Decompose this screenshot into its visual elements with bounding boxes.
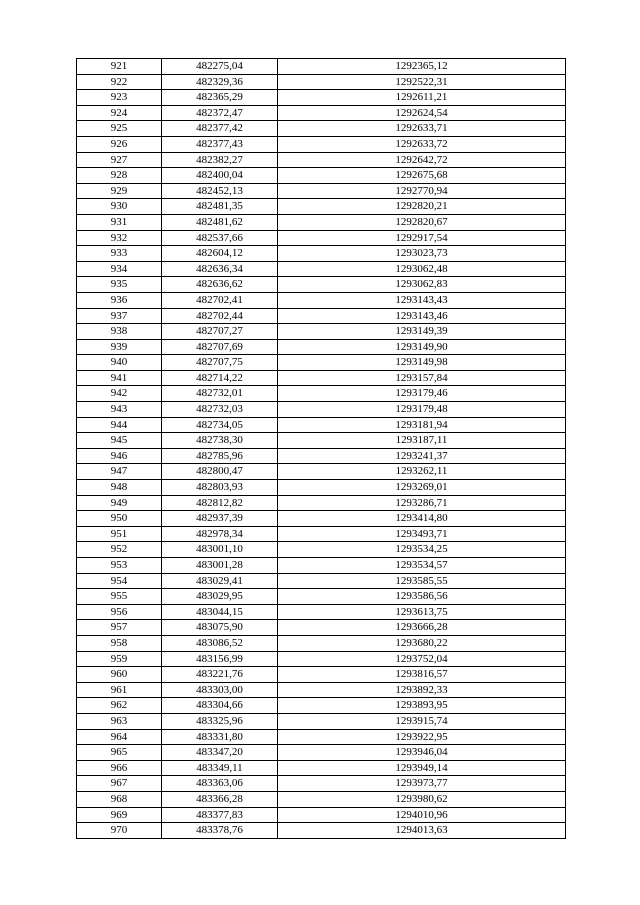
table-row bbox=[77, 635, 566, 651]
table-row bbox=[77, 136, 566, 152]
table-row bbox=[77, 526, 566, 542]
x-coordinate-cell: 482800,47 bbox=[162, 464, 278, 480]
y-coordinate-cell: 1293893,95 bbox=[278, 698, 566, 714]
table-row bbox=[77, 324, 566, 340]
coordinates-table bbox=[76, 58, 566, 839]
x-coordinate-cell: 482707,69 bbox=[162, 339, 278, 355]
table-row bbox=[77, 90, 566, 106]
x-coordinate-cell: 483347,20 bbox=[162, 745, 278, 761]
x-coordinate-cell: 482481,35 bbox=[162, 199, 278, 215]
table-row bbox=[77, 682, 566, 698]
point-number-cell: 961 bbox=[77, 682, 162, 698]
point-number-cell: 964 bbox=[77, 729, 162, 745]
y-coordinate-cell: 1293752,04 bbox=[278, 651, 566, 667]
point-number-cell: 935 bbox=[77, 277, 162, 293]
point-number-cell: 949 bbox=[77, 495, 162, 511]
x-coordinate-cell: 483086,52 bbox=[162, 635, 278, 651]
x-coordinate-cell: 482636,62 bbox=[162, 277, 278, 293]
y-coordinate-cell: 1293179,46 bbox=[278, 386, 566, 402]
point-number-cell: 953 bbox=[77, 558, 162, 574]
x-coordinate-cell: 482785,96 bbox=[162, 448, 278, 464]
y-coordinate-cell: 1293157,84 bbox=[278, 370, 566, 386]
table-row bbox=[77, 355, 566, 371]
x-coordinate-cell: 483001,10 bbox=[162, 542, 278, 558]
x-coordinate-cell: 482702,44 bbox=[162, 308, 278, 324]
y-coordinate-cell: 1293534,57 bbox=[278, 558, 566, 574]
x-coordinate-cell: 482803,93 bbox=[162, 480, 278, 496]
x-coordinate-cell: 482365,29 bbox=[162, 90, 278, 106]
x-coordinate-cell: 482707,27 bbox=[162, 324, 278, 340]
y-coordinate-cell: 1292624,54 bbox=[278, 105, 566, 121]
point-number-cell: 951 bbox=[77, 526, 162, 542]
table-row bbox=[77, 776, 566, 792]
table-row bbox=[77, 448, 566, 464]
table-row bbox=[77, 511, 566, 527]
point-number-cell: 932 bbox=[77, 230, 162, 246]
x-coordinate-cell: 483349,11 bbox=[162, 760, 278, 776]
y-coordinate-cell: 1292770,94 bbox=[278, 183, 566, 199]
x-coordinate-cell: 482734,05 bbox=[162, 417, 278, 433]
table-row bbox=[77, 370, 566, 386]
y-coordinate-cell: 1293286,71 bbox=[278, 495, 566, 511]
point-number-cell: 928 bbox=[77, 168, 162, 184]
point-number-cell: 967 bbox=[77, 776, 162, 792]
table-row bbox=[77, 121, 566, 137]
x-coordinate-cell: 483221,76 bbox=[162, 667, 278, 683]
x-coordinate-cell: 483303,00 bbox=[162, 682, 278, 698]
point-number-cell: 952 bbox=[77, 542, 162, 558]
y-coordinate-cell: 1293181,94 bbox=[278, 417, 566, 433]
x-coordinate-cell: 483001,28 bbox=[162, 558, 278, 574]
x-coordinate-cell: 483304,66 bbox=[162, 698, 278, 714]
table-row bbox=[77, 417, 566, 433]
point-number-cell: 960 bbox=[77, 667, 162, 683]
table-row bbox=[77, 168, 566, 184]
point-number-cell: 970 bbox=[77, 823, 162, 839]
point-number-cell: 969 bbox=[77, 807, 162, 823]
point-number-cell: 959 bbox=[77, 651, 162, 667]
y-coordinate-cell: 1293414,80 bbox=[278, 511, 566, 527]
point-number-cell: 927 bbox=[77, 152, 162, 168]
table-row bbox=[77, 667, 566, 683]
point-number-cell: 957 bbox=[77, 620, 162, 636]
point-number-cell: 965 bbox=[77, 745, 162, 761]
y-coordinate-cell: 1292365,12 bbox=[278, 59, 566, 75]
table-row bbox=[77, 573, 566, 589]
y-coordinate-cell: 1292642,72 bbox=[278, 152, 566, 168]
table-row bbox=[77, 495, 566, 511]
y-coordinate-cell: 1292820,67 bbox=[278, 214, 566, 230]
table-row bbox=[77, 589, 566, 605]
point-number-cell: 938 bbox=[77, 324, 162, 340]
point-number-cell: 931 bbox=[77, 214, 162, 230]
x-coordinate-cell: 482452,13 bbox=[162, 183, 278, 199]
x-coordinate-cell: 482372,47 bbox=[162, 105, 278, 121]
table-row bbox=[77, 339, 566, 355]
table-row bbox=[77, 713, 566, 729]
table-row bbox=[77, 308, 566, 324]
x-coordinate-cell: 482377,43 bbox=[162, 136, 278, 152]
x-coordinate-cell: 482732,01 bbox=[162, 386, 278, 402]
x-coordinate-cell: 482978,34 bbox=[162, 526, 278, 542]
x-coordinate-cell: 483363,06 bbox=[162, 776, 278, 792]
table-row bbox=[77, 760, 566, 776]
x-coordinate-cell: 483325,96 bbox=[162, 713, 278, 729]
point-number-cell: 924 bbox=[77, 105, 162, 121]
x-coordinate-cell: 482707,75 bbox=[162, 355, 278, 371]
x-coordinate-cell: 482738,30 bbox=[162, 433, 278, 449]
table-row bbox=[77, 433, 566, 449]
table-row bbox=[77, 480, 566, 496]
point-number-cell: 966 bbox=[77, 760, 162, 776]
table-row bbox=[77, 386, 566, 402]
x-coordinate-cell: 483156,99 bbox=[162, 651, 278, 667]
x-coordinate-cell: 482732,03 bbox=[162, 402, 278, 418]
table-row bbox=[77, 729, 566, 745]
table-row bbox=[77, 59, 566, 75]
y-coordinate-cell: 1293922,95 bbox=[278, 729, 566, 745]
x-coordinate-cell: 483075,90 bbox=[162, 620, 278, 636]
x-coordinate-cell: 482714,22 bbox=[162, 370, 278, 386]
point-number-cell: 956 bbox=[77, 604, 162, 620]
y-coordinate-cell: 1293062,83 bbox=[278, 277, 566, 293]
table-row bbox=[77, 183, 566, 199]
x-coordinate-cell: 483377,83 bbox=[162, 807, 278, 823]
table-row bbox=[77, 651, 566, 667]
table-row bbox=[77, 199, 566, 215]
y-coordinate-cell: 1293149,98 bbox=[278, 355, 566, 371]
point-number-cell: 945 bbox=[77, 433, 162, 449]
x-coordinate-cell: 482377,42 bbox=[162, 121, 278, 137]
x-coordinate-cell: 482937,39 bbox=[162, 511, 278, 527]
table-row bbox=[77, 745, 566, 761]
y-coordinate-cell: 1292611,21 bbox=[278, 90, 566, 106]
y-coordinate-cell: 1293493,71 bbox=[278, 526, 566, 542]
y-coordinate-cell: 1292820,21 bbox=[278, 199, 566, 215]
table-row bbox=[77, 214, 566, 230]
table-row bbox=[77, 105, 566, 121]
y-coordinate-cell: 1293613,75 bbox=[278, 604, 566, 620]
point-number-cell: 958 bbox=[77, 635, 162, 651]
x-coordinate-cell: 483378,76 bbox=[162, 823, 278, 839]
table-row bbox=[77, 620, 566, 636]
table-row bbox=[77, 277, 566, 293]
y-coordinate-cell: 1293149,39 bbox=[278, 324, 566, 340]
y-coordinate-cell: 1293143,46 bbox=[278, 308, 566, 324]
y-coordinate-cell: 1294013,63 bbox=[278, 823, 566, 839]
x-coordinate-cell: 482702,41 bbox=[162, 292, 278, 308]
point-number-cell: 922 bbox=[77, 74, 162, 90]
x-coordinate-cell: 482636,34 bbox=[162, 261, 278, 277]
y-coordinate-cell: 1293179,48 bbox=[278, 402, 566, 418]
table-row bbox=[77, 698, 566, 714]
table-row bbox=[77, 246, 566, 262]
table-row bbox=[77, 402, 566, 418]
table-row bbox=[77, 74, 566, 90]
point-number-cell: 936 bbox=[77, 292, 162, 308]
point-number-cell: 963 bbox=[77, 713, 162, 729]
y-coordinate-cell: 1293269,01 bbox=[278, 480, 566, 496]
x-coordinate-cell: 483029,41 bbox=[162, 573, 278, 589]
y-coordinate-cell: 1293946,04 bbox=[278, 745, 566, 761]
y-coordinate-cell: 1293534,25 bbox=[278, 542, 566, 558]
point-number-cell: 937 bbox=[77, 308, 162, 324]
y-coordinate-cell: 1292917,54 bbox=[278, 230, 566, 246]
point-number-cell: 925 bbox=[77, 121, 162, 137]
point-number-cell: 948 bbox=[77, 480, 162, 496]
y-coordinate-cell: 1294010,96 bbox=[278, 807, 566, 823]
table-row bbox=[77, 261, 566, 277]
table-row bbox=[77, 823, 566, 839]
x-coordinate-cell: 482481,62 bbox=[162, 214, 278, 230]
x-coordinate-cell: 482537,66 bbox=[162, 230, 278, 246]
y-coordinate-cell: 1293949,14 bbox=[278, 760, 566, 776]
point-number-cell: 943 bbox=[77, 402, 162, 418]
coordinates-table-body bbox=[77, 59, 566, 839]
point-number-cell: 947 bbox=[77, 464, 162, 480]
y-coordinate-cell: 1292633,72 bbox=[278, 136, 566, 152]
point-number-cell: 921 bbox=[77, 59, 162, 75]
y-coordinate-cell: 1292675,68 bbox=[278, 168, 566, 184]
point-number-cell: 954 bbox=[77, 573, 162, 589]
y-coordinate-cell: 1293973,77 bbox=[278, 776, 566, 792]
y-coordinate-cell: 1293980,62 bbox=[278, 791, 566, 807]
point-number-cell: 955 bbox=[77, 589, 162, 605]
table-row bbox=[77, 542, 566, 558]
point-number-cell: 968 bbox=[77, 791, 162, 807]
x-coordinate-cell: 482400,04 bbox=[162, 168, 278, 184]
point-number-cell: 946 bbox=[77, 448, 162, 464]
y-coordinate-cell: 1292522,31 bbox=[278, 74, 566, 90]
y-coordinate-cell: 1293586,56 bbox=[278, 589, 566, 605]
y-coordinate-cell: 1293241,37 bbox=[278, 448, 566, 464]
table-row bbox=[77, 807, 566, 823]
y-coordinate-cell: 1293915,74 bbox=[278, 713, 566, 729]
point-number-cell: 930 bbox=[77, 199, 162, 215]
point-number-cell: 941 bbox=[77, 370, 162, 386]
y-coordinate-cell: 1293143,43 bbox=[278, 292, 566, 308]
point-number-cell: 933 bbox=[77, 246, 162, 262]
y-coordinate-cell: 1293023,73 bbox=[278, 246, 566, 262]
x-coordinate-cell: 483044,15 bbox=[162, 604, 278, 620]
x-coordinate-cell: 482812,82 bbox=[162, 495, 278, 511]
point-number-cell: 939 bbox=[77, 339, 162, 355]
table-row bbox=[77, 230, 566, 246]
x-coordinate-cell: 482329,36 bbox=[162, 74, 278, 90]
table-row bbox=[77, 292, 566, 308]
point-number-cell: 962 bbox=[77, 698, 162, 714]
x-coordinate-cell: 482275,04 bbox=[162, 59, 278, 75]
point-number-cell: 942 bbox=[77, 386, 162, 402]
y-coordinate-cell: 1293680,22 bbox=[278, 635, 566, 651]
y-coordinate-cell: 1293262,11 bbox=[278, 464, 566, 480]
y-coordinate-cell: 1293149,90 bbox=[278, 339, 566, 355]
point-number-cell: 926 bbox=[77, 136, 162, 152]
x-coordinate-cell: 482604,12 bbox=[162, 246, 278, 262]
point-number-cell: 940 bbox=[77, 355, 162, 371]
y-coordinate-cell: 1293816,57 bbox=[278, 667, 566, 683]
point-number-cell: 929 bbox=[77, 183, 162, 199]
table-row bbox=[77, 152, 566, 168]
table-row bbox=[77, 791, 566, 807]
point-number-cell: 934 bbox=[77, 261, 162, 277]
y-coordinate-cell: 1293585,55 bbox=[278, 573, 566, 589]
y-coordinate-cell: 1293187,11 bbox=[278, 433, 566, 449]
x-coordinate-cell: 483366,28 bbox=[162, 791, 278, 807]
y-coordinate-cell: 1292633,71 bbox=[278, 121, 566, 137]
point-number-cell: 944 bbox=[77, 417, 162, 433]
table-row bbox=[77, 558, 566, 574]
y-coordinate-cell: 1293892,33 bbox=[278, 682, 566, 698]
x-coordinate-cell: 483029,95 bbox=[162, 589, 278, 605]
y-coordinate-cell: 1293666,28 bbox=[278, 620, 566, 636]
point-number-cell: 923 bbox=[77, 90, 162, 106]
table-row bbox=[77, 604, 566, 620]
y-coordinate-cell: 1293062,48 bbox=[278, 261, 566, 277]
table-row bbox=[77, 464, 566, 480]
x-coordinate-cell: 483331,80 bbox=[162, 729, 278, 745]
point-number-cell: 950 bbox=[77, 511, 162, 527]
x-coordinate-cell: 482382,27 bbox=[162, 152, 278, 168]
